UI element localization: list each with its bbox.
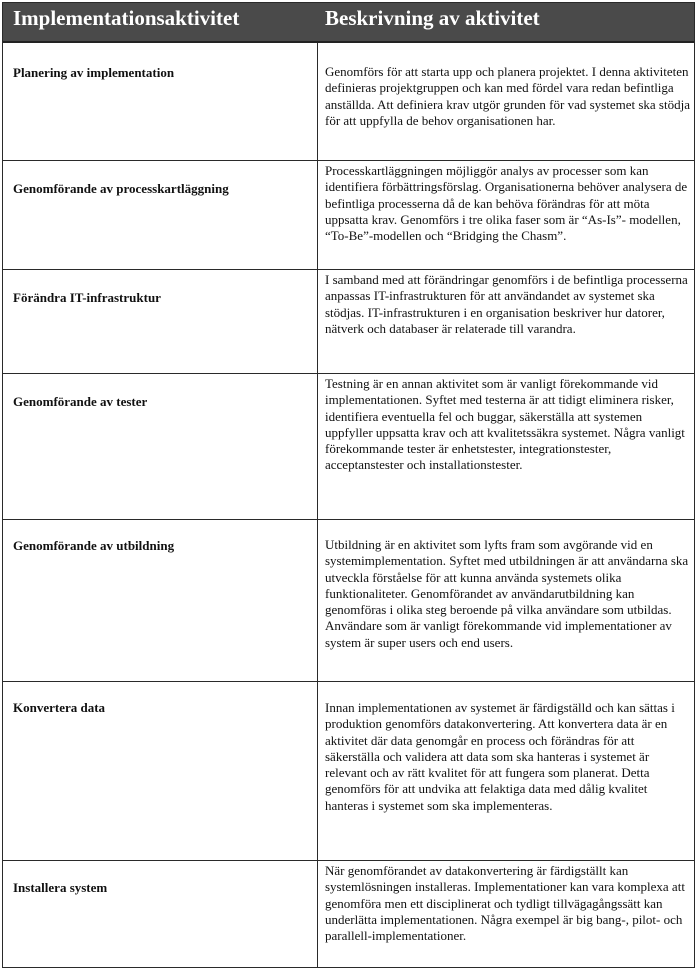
table-row: [3, 270, 694, 374]
activity-cell: Genomförande av processkartläggning: [13, 181, 229, 196]
header-description: Beskrivning av aktivitet: [325, 6, 540, 30]
activity-cell: Planering av implementation: [13, 65, 175, 80]
table-header: [3, 3, 694, 43]
description-cell: När genomförandet av datakonvertering är färdigställt kan systemlösningen installeras. Implementationer kan vara komplexa att genomföra men ett disciplinerat och tydligt tillvägagångssätt kan underlätta implementationen. Några exempel är big bang-, pilot- och parallell-implementationer.: [325, 863, 685, 944]
activity-cell: Genomförande av utbildning: [13, 538, 175, 553]
description-cell: Utbildning är en aktivitet som lyfts fram som avgörande vid en systemimplementation. Syftet med utbildningen är att användarna ska utveckla förståelse för att kunna använda systemets olika funktionaliteter. Genomförandet av användarutbildning kan genomföras i olika steg beroende på vilka användare som utbildas. Användare som är vanligt förekommande vid implementationer av system är super users och end users.: [325, 537, 689, 650]
description-cell: Processkartläggningen möjliggör analys av processer som kan identifiera förbättringsförslag. Organisationerna behöver analysera de befintliga processerna då de kan behöva förändras för att möta uppsatta krav. Genomförs i tre olika faser som är “As-Is”- modellen, “To-Be”-modellen och “Bridging the Chasm”.: [325, 163, 688, 244]
activity-cell: Förändra IT-infrastruktur: [13, 290, 161, 305]
description-cell: Testning är en annan aktivitet som är vanligt förekommande vid implementationen. Syftet med testerna är att tidigt eliminera risker, identifiera eventuella fel och buggar, säkerställa att systemen uppfyller uppsatta krav och att kvalitetssäkra systemet. Några vanligt förekommande tester är enhetstester, integrationstester, acceptanstester och installationstester.: [325, 376, 685, 473]
table-row: [3, 161, 694, 270]
table-row: [3, 682, 694, 861]
activity-cell: Installera system: [13, 880, 108, 895]
activity-cell: Genomförande av tester: [13, 394, 148, 409]
activity-cell: Konvertera data: [13, 700, 106, 715]
activities-table: [2, 2, 695, 968]
table-row: [3, 374, 694, 520]
description-cell: I samband med att förändringar genomförs i de befintliga processerna anpassas IT-infrastrukturen för att användandet av systemet ska stödjas. IT-infrastrukturen i en organisation beskriver hur datorer, nätverk och databaser är relaterade till varandra.: [325, 272, 688, 336]
table-row: [3, 861, 694, 967]
description-cell: Genomförs för att starta upp och planera projektet. I denna aktiviteten definieras projektgruppen och kan med fördel vara redan befintliga anställda. Att definiera krav utgör grunden för vad systemet ska stödja för att uppfylla de behov organisationen har.: [325, 64, 690, 128]
table-row: [3, 520, 694, 682]
header-activity: Implementationsaktivitet: [13, 6, 240, 30]
table-row: [3, 43, 694, 161]
description-cell: Innan implementationen av systemet är färdigställd och kan sättas i produktion genomförs datakonvertering. Att konvertera data är en aktivitet där data genomgår en process och förändras för att säkerställa och validera att data som ska hanteras i systemet är relevant och av rätt kvalitet för att fungera som planerat. Detta genomförs för att undvika att felaktiga data med dålig kvalitet hanteras i systemet som ska implementeras.: [325, 700, 675, 813]
